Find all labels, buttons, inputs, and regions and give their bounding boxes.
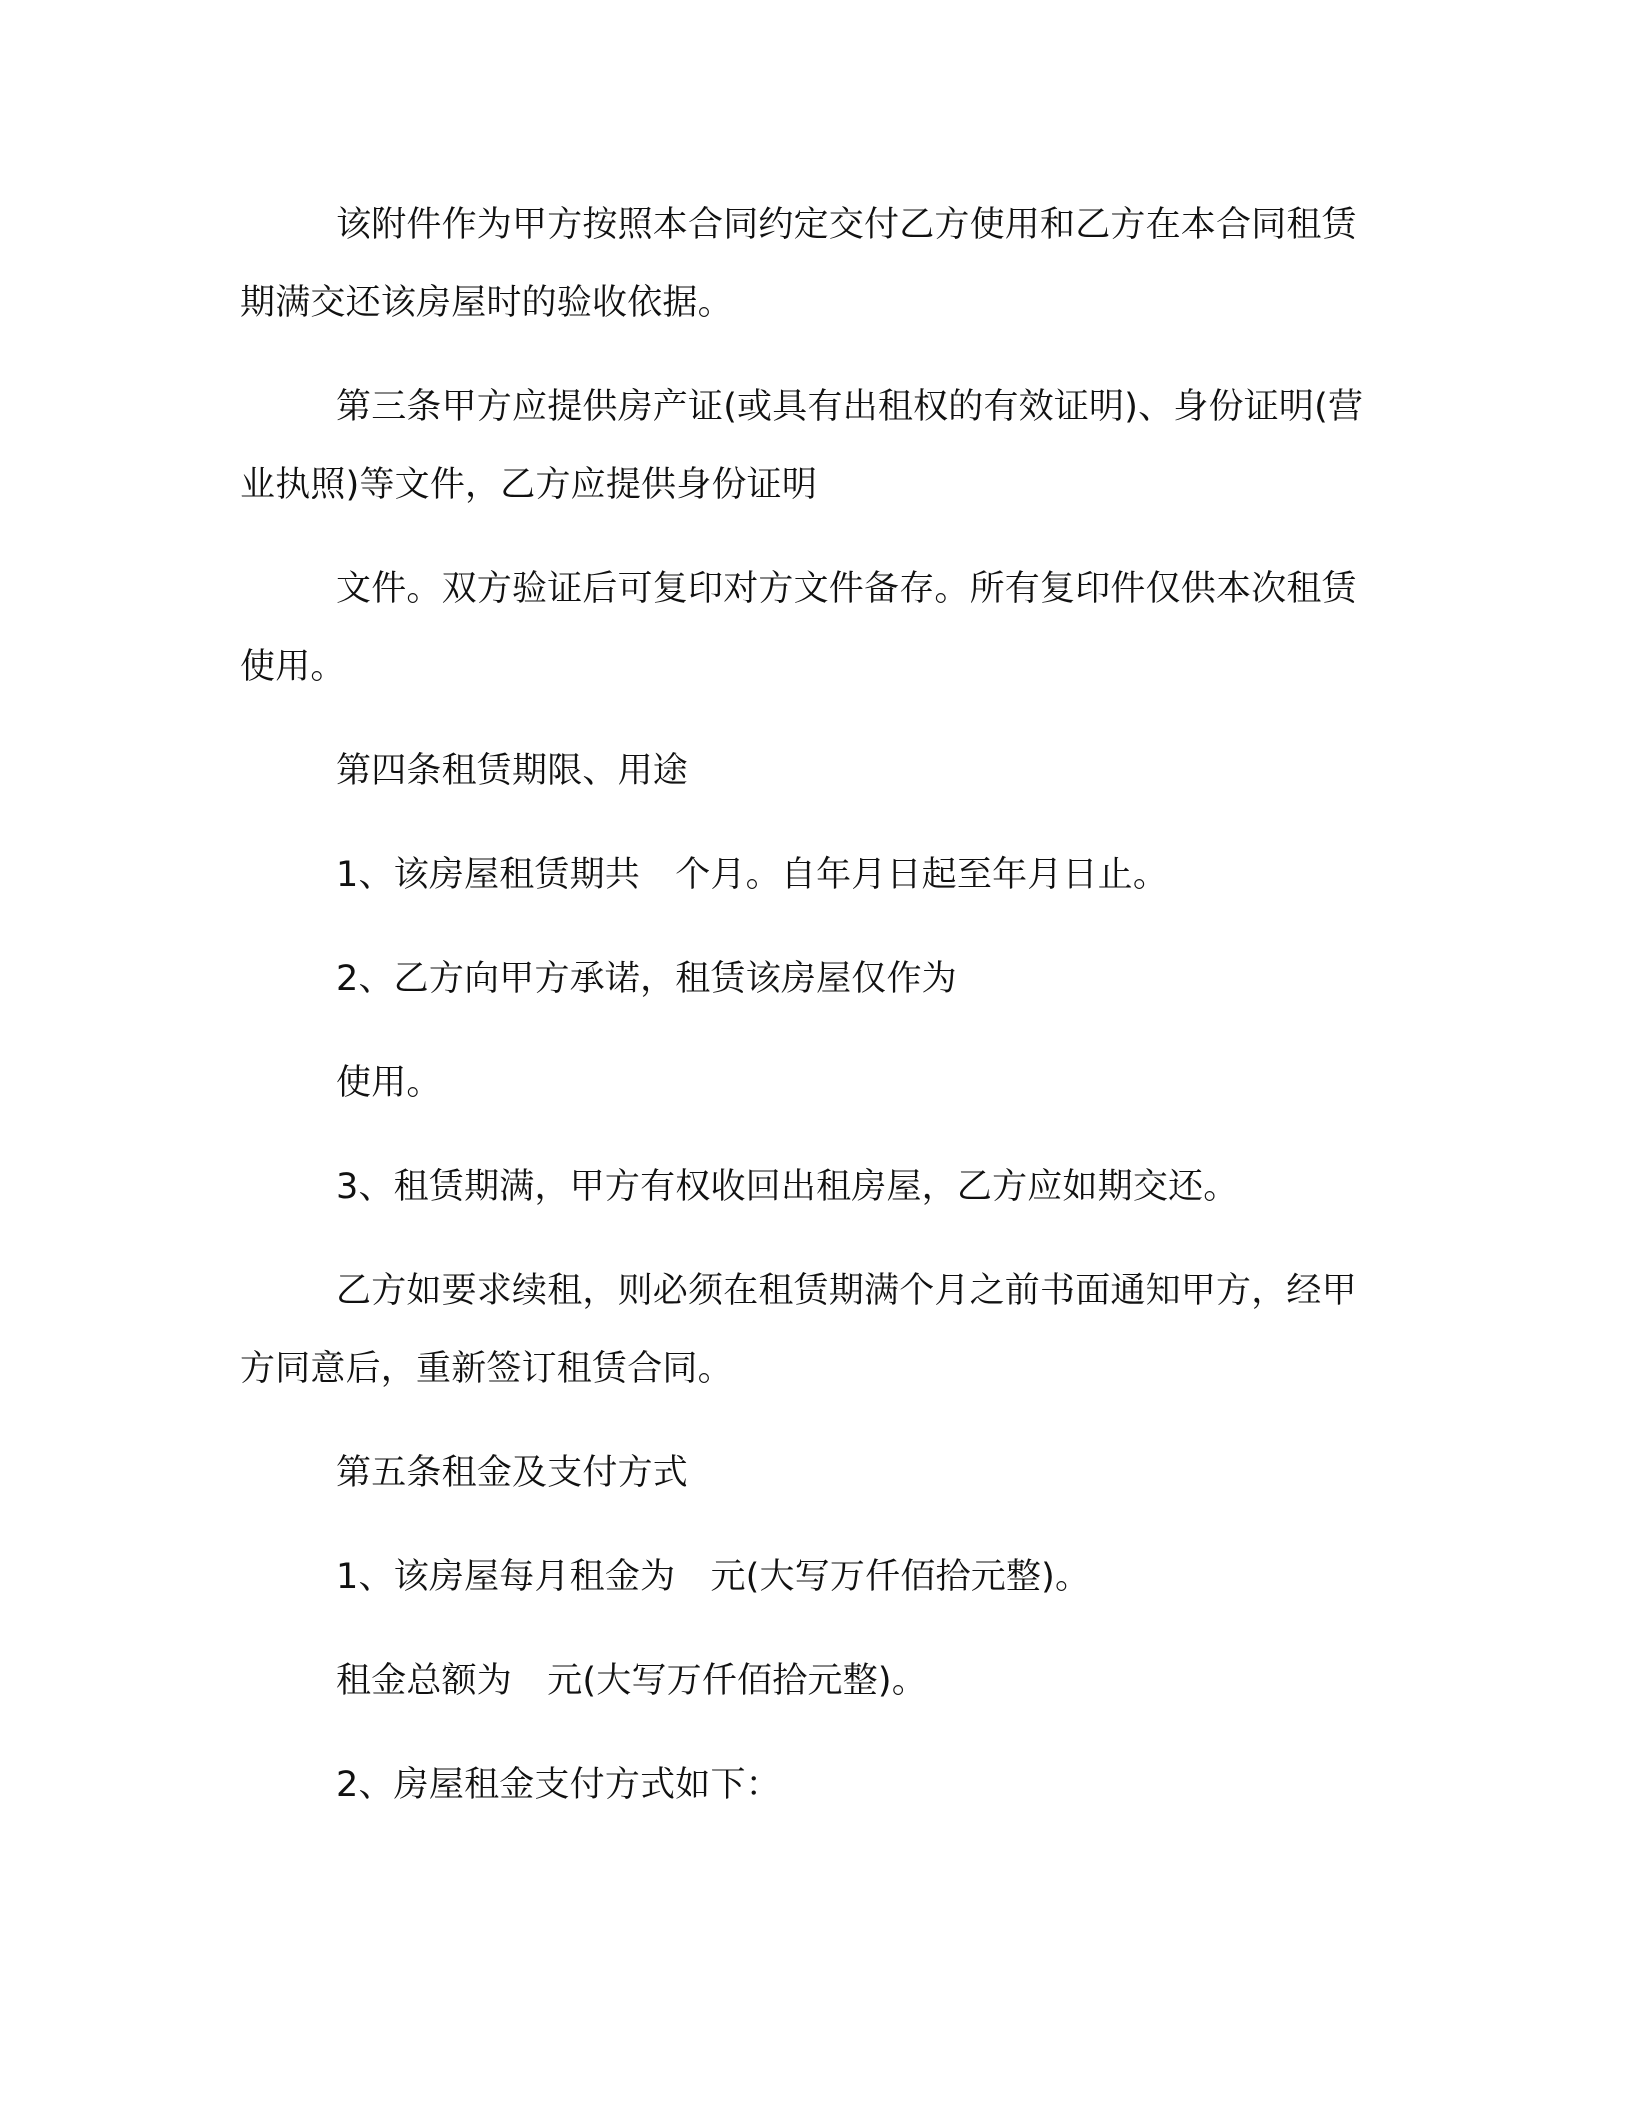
paragraph-lease-purpose: 2、乙方向甲方承诺，租赁该房屋仅作为: [336, 959, 957, 999]
heading-article-4: 第四条租赁期限、用途: [336, 751, 689, 791]
paragraph-payment-method: 2、房屋租金支付方式如下：: [336, 1765, 781, 1805]
paragraph-monthly-rent: 1、该房屋每月租金为 元(大写万仟佰拾元整)。: [336, 1557, 1091, 1597]
paragraph-total-rent: 租金总额为 元(大写万仟佰拾元整)。: [336, 1661, 927, 1701]
paragraph-attachment-basis: 该附件作为甲方按照本合同约定交付乙方使用和乙方在本合同租赁期满交还该房屋时的验收依据。: [240, 205, 1357, 323]
heading-article-5: 第五条租金及支付方式: [336, 1453, 689, 1493]
paragraph-article-3: 第三条甲方应提供房产证(或具有出租权的有效证明)、身份证明(营业执照)等文件，乙方应提供身份证明: [240, 387, 1364, 505]
paragraph-lease-expiry: 3、租赁期满，甲方有权收回出租房屋，乙方应如期交还。: [336, 1167, 1239, 1207]
paragraph-lease-term: 1、该房屋租赁期共 个月。自年月日起至年月日止。: [336, 855, 1169, 895]
document-body: [240, 186, 1380, 1850]
paragraph-use: 使用。: [336, 1063, 442, 1103]
paragraph-renewal: 乙方如要求续租，则必须在租赁期满个月之前书面通知甲方，经甲方同意后，重新签订租赁合同。: [240, 1271, 1357, 1389]
paragraph-copy-documents: 文件。双方验证后可复印对方文件备存。所有复印件仅供本次租赁使用。: [240, 569, 1357, 687]
